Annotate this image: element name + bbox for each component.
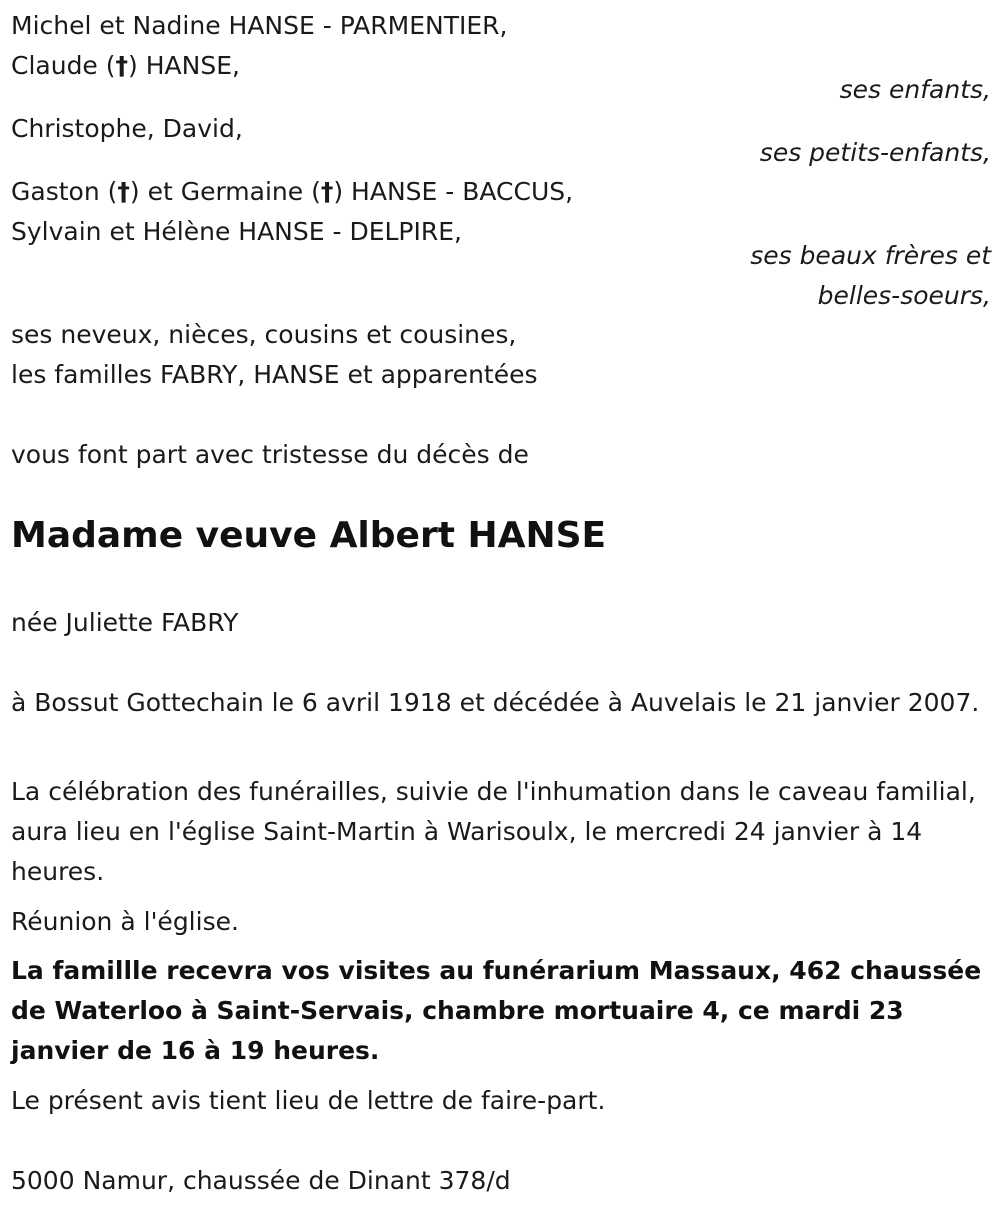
cross-icon: † [320, 177, 334, 206]
meeting-details: Réunion à l'église. [11, 907, 239, 936]
family-line-grandchildren: Christophe, David, [11, 114, 243, 143]
grandchildren-label: ses petits-enfants, [759, 138, 991, 167]
family-line-gaston-part1: Gaston ( [11, 177, 118, 206]
cross-icon: † [115, 51, 129, 80]
children-label: ses enfants, [839, 75, 991, 104]
family-line-claude-prefix: Claude ( [11, 51, 116, 80]
funeral-details: La célébration des funérailles, suivie de l'inhumation dans le caveau familial, aura lieu en l'église Saint-Martin à Warisoulx, le mercredi 24 janvier à 14 heures. [11, 777, 976, 886]
visits-details: La famillle recevra vos visites au funérarium Massaux, 462 chaussée de Waterloo à Saint-Servais, chambre mortuaire 4, ce mardi 23 janvier de 16 à 19 heures. [11, 956, 982, 1065]
cross-icon: † [117, 177, 130, 206]
family-line-claude-suffix: ) HANSE, [128, 51, 240, 80]
family-line-nephews: ses neveux, nièces, cousins et cousines, [11, 320, 517, 349]
family-line-gaston-germaine [11, 172, 573, 212]
obituary-notice [11, 0, 991, 1214]
family-line-michel-nadine: Michel et Nadine HANSE - PARMENTIER, [11, 11, 508, 40]
family-line-families: les familles FABRY, HANSE et apparentées [11, 360, 538, 389]
inlaws-label-line2: belles-soeurs, [817, 281, 991, 310]
family-line-claude [11, 46, 240, 86]
inlaws-label-line1: ses beaux frères et [750, 241, 991, 270]
family-line-gaston-part3: ) HANSE - BACCUS, [333, 177, 574, 206]
funeral-home-address: 5000 Namur, chaussée de Dinant 378/d [11, 1166, 511, 1195]
birth-death-details: à Bossut Gottechain le 6 avril 1918 et décédée à Auvelais le 21 janvier 2007. [11, 688, 980, 717]
deceased-name: Madame veuve Albert HANSE [11, 515, 607, 556]
family-line-sylvain-helene: Sylvain et Hélène HANSE - DELPIRE, [11, 217, 462, 246]
announcement-text: vous font part avec tristesse du décès de [11, 440, 529, 469]
family-line-gaston-part2: ) et Germaine ( [129, 177, 321, 206]
birth-name: née Juliette FABRY [11, 608, 239, 637]
notice-text: Le présent avis tient lieu de lettre de faire-part. [11, 1086, 606, 1115]
